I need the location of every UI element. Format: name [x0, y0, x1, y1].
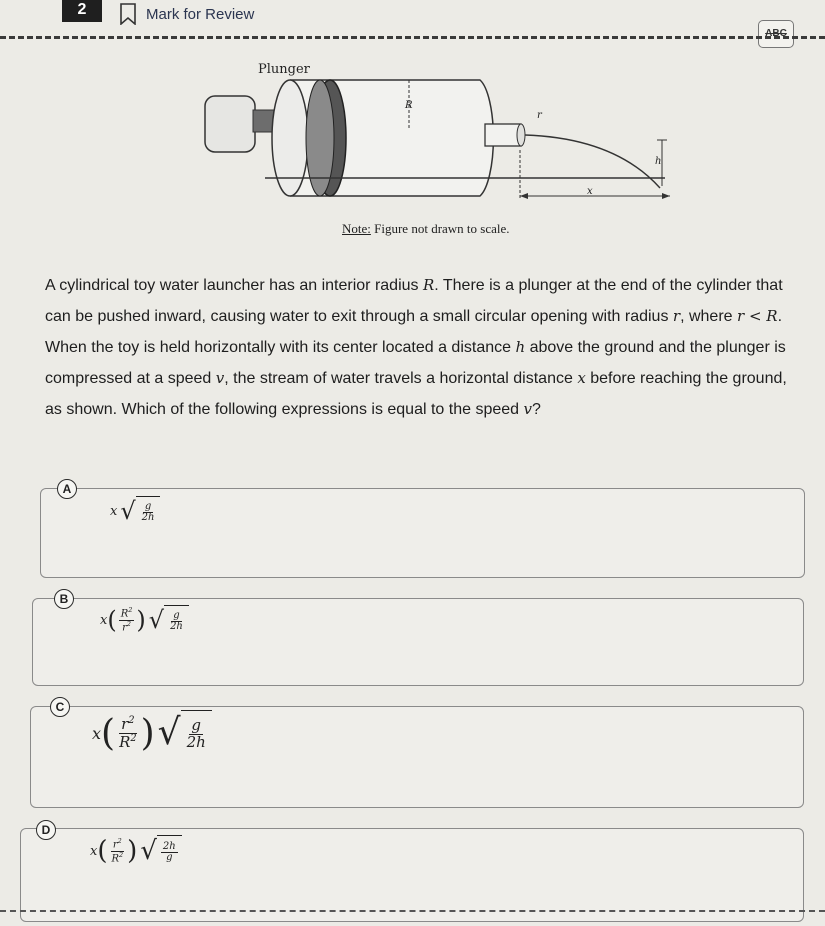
answer-eliminator-button[interactable]: ABC — [758, 20, 794, 48]
plunger-label: Plunger — [258, 62, 310, 77]
choice-letter-b[interactable]: B — [54, 589, 74, 609]
choice-letter-d[interactable]: D — [36, 820, 56, 840]
choice-letter-a[interactable]: A — [57, 479, 77, 499]
header-divider — [0, 36, 825, 39]
choice-b-expression: x ( $\frac{R^2}{r^2}$ ) √ $\frac{g}{2h}$ — [100, 605, 189, 635]
bookmark-icon — [118, 3, 138, 25]
question-number: 2 — [62, 0, 102, 22]
choice-d-expression: x ( $\frac{r^2}{R^2}$ ) √ $\frac{2h}{g}$ — [90, 835, 182, 867]
question-text: A cylindrical toy water launcher has an interior radius R. There is a plunger at the end of the cylinder that can be pushed inward, causing water to exit through a small circular opening with radius r, where r < R. When the toy is held horizontally with its center located a distance h above the ground and the plunger is compressed at a speed v, the stream of water travels a horizontal distance x before reaching the ground, as shown. Which of the following expressions is equal to the speed v? — [45, 276, 787, 418]
mark-for-review-button[interactable] — [118, 2, 254, 26]
launcher-figure — [195, 58, 695, 238]
launcher-diagram — [195, 58, 695, 218]
distance-x-label: x — [587, 186, 593, 197]
choice-a-expression: x √ $\frac{g}{2h}$ — [110, 496, 160, 526]
choice-letter-c[interactable]: C — [50, 697, 70, 717]
height-h-label: h — [655, 156, 662, 167]
radius-r-label: r — [537, 110, 542, 121]
radius-R-label: R — [405, 100, 413, 111]
mark-for-review-label: Mark for Review — [146, 5, 255, 23]
figure-note: Note: Figure not drawn to scale. — [342, 221, 510, 236]
bottom-divider — [0, 910, 825, 912]
top-bar — [0, 0, 825, 52]
choice-c-expression: x ( $\frac{r^2}{R^2}$ ) √ $\frac{g}{2h}$ — [92, 710, 212, 756]
